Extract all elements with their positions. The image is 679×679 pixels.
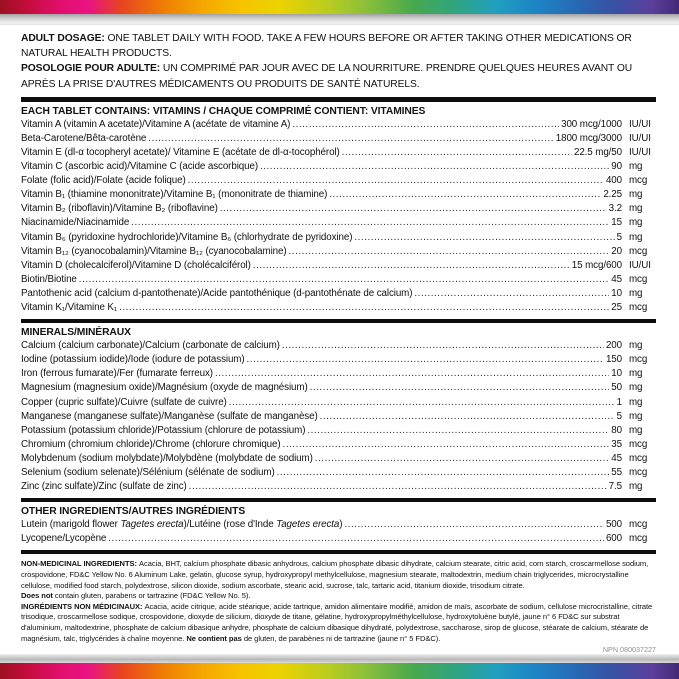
table-row [21, 216, 656, 230]
ingredient-unit: mg [629, 340, 643, 352]
ingredient-name: Vitamin D (cholecalciferol)/Vitamine D (cholécalciférol) [21, 259, 251, 271]
dotted-leader [282, 339, 604, 353]
ingredient-amount: 10 [611, 368, 622, 380]
ingredient-name: Manganese (manganese sulfate)/Manganèse (sulfate de manganèse) [21, 410, 318, 422]
ingredient-amount: 5 [616, 231, 622, 243]
ingredient-name: Copper (cupric sulfate)/Cuivre (sulfate de cuivre) [21, 396, 227, 408]
table-row [21, 353, 656, 367]
ingredient-name: Magnesium (magnesium oxide)/Magnésium (oxyde de magnésium) [21, 382, 308, 394]
table-row [21, 438, 656, 452]
silver-gradient-bar-top [0, 14, 679, 25]
ingredient-amount: 300 mcg/1000 [561, 118, 622, 130]
ingredient-unit: mg [629, 382, 643, 394]
ingredient-name: Zinc (zinc sulfate)/Zinc (sulfate de zinc) [21, 481, 187, 493]
dotted-leader [247, 353, 604, 367]
ingredient-amount: 22.5 mg/50 [573, 147, 622, 158]
dotted-leader [342, 146, 572, 160]
ingredient-name: Chromium (chromium chloride)/Chrome (chlorure chromique) [21, 438, 281, 450]
ingredient-name: Potassium (potassium chloride)/Potassium (chlorure de potassium) [21, 424, 306, 436]
ingredient-name: Iron (ferrous fumarate)/Fer (fumarate ferreux) [21, 368, 213, 380]
table-row [21, 287, 656, 301]
ingredient-amount: 7.5 [608, 481, 622, 493]
table-row [21, 231, 656, 245]
ingredient-name: Selenium (sodium selenate)/Sélénium (sélénate de sodium) [21, 466, 275, 478]
ingredient-name: Calcium (calcium carbonate)/Calcium (carbonate de calcium) [21, 340, 280, 352]
dosage-en-text: ONE TABLET DAILY WITH FOOD. TAKE A FEW HOURS BEFORE OR AFTER TAKING OTHER MEDICATIONS OR NATURAL HEALTH PRODUCTS. [21, 33, 632, 60]
ingredient-unit: IU/UI [629, 132, 651, 144]
ingredient-unit: mcg [629, 438, 648, 450]
non-medicinal-section [21, 559, 656, 644]
rainbow-gradient-bar-bottom [0, 663, 679, 679]
dosage-en-label: ADULT DOSAGE: [21, 33, 105, 44]
ingredient-amount: 1800 mcg/3000 [555, 132, 622, 144]
table-row [21, 410, 656, 424]
table-row [21, 202, 656, 216]
npn-number: NPN 080037227 [602, 645, 656, 655]
table-row [21, 245, 656, 259]
ingredient-unit: mg [629, 231, 643, 243]
ingredient-unit: mcg [629, 452, 648, 464]
ingredient-amount: 400 [605, 175, 622, 187]
dosage-fr-text: UN COMPRIMÉ PAR JOUR AVEC DE LA NOURRITURE. PRENDRE QUELQUES HEURES AVANT OU APRÈS LA PRISE D'AUTRES MÉDICAMENTS OU PRODUITS DE SANTÉ NATURELS. [21, 63, 633, 90]
table-row [21, 480, 656, 494]
ingredient-unit: mg [629, 481, 643, 493]
dotted-leader [344, 518, 604, 532]
ingredient-amount: 2.25 [603, 189, 622, 201]
table-row [21, 452, 656, 466]
ingredient-amount: 15 mcg/600 [571, 259, 622, 271]
ingredients-paragraph: INGRÉDIENTS NON MÉDICINAUX: Acacia, acide citrique, acide stéarique, acide tartrique, amidon alimentaire modifié, amidon de maïs, ascorbate de sodium, cellulose microcristalline, citrate trisodique, croscarmellose sodique, crospovidone, dioxyde de silicium, dioxyde de titane, gélatine, hydroxypropylméthylcellulose, hydroxytoluène butylé, jaune n° 6 FD&C sur substrat d'aluminium, maltodextrine, phosphate de calcium dibasique anhydre, phosphate de calcium dibasique dihydraté, polydextrose, saccharose, sirop de glucose, stéarate de calcium, stéarate de magnésium, talc, triglycérides à chaîne moyenne. Ne contient pas de gluten, de parabènes ni de tartrazine (jaune n° 5 FD&C). [21, 601, 653, 643]
ingredient-amount: 25 [611, 302, 622, 314]
ingredient-unit: mg [629, 287, 643, 299]
ingredient-name: Lutein (marigold flower Tagetes erecta)/Lutéine (rose d'Inde Tagetes erecta) [21, 519, 343, 531]
ingredient-unit: mcg [629, 245, 648, 257]
table-row [21, 518, 656, 532]
ingredient-amount: 10 [611, 287, 622, 299]
ingredient-unit: mcg [629, 533, 648, 545]
table-row [21, 188, 656, 202]
dotted-leader [220, 202, 607, 216]
ingredient-amount: 50 [611, 382, 622, 394]
table-row [21, 160, 656, 174]
ingredient-amount: 5 [616, 410, 622, 422]
ingredient-amount: 55 [611, 466, 622, 478]
ingredient-unit: mg [629, 396, 643, 408]
ingredient-amount: 200 [605, 340, 622, 352]
ingredient-name: Biotin/Biotine [21, 273, 77, 285]
ingredient-unit: mcg [629, 466, 648, 478]
ingredient-name: Beta-Carotene/Bêta-carotène [21, 132, 147, 144]
dotted-leader [310, 381, 610, 395]
vitamins-table [21, 118, 656, 315]
dotted-leader [79, 273, 610, 287]
dotted-leader [283, 438, 610, 452]
ingredient-unit: mcg [629, 273, 648, 285]
ingredient-amount: 3.2 [608, 203, 622, 215]
minerals-heading: MINERALS/MINÉRAUX [21, 327, 131, 339]
dotted-leader [277, 466, 610, 480]
ingredient-unit: IU/UI [629, 259, 651, 271]
ingredient-name: Vitamin K₁/Vitamine K₁ [21, 302, 118, 314]
vitamins-heading: EACH TABLET CONTAINS: VITAMINS / CHAQUE COMPRIMÉ CONTIENT: VITAMINES [21, 105, 426, 117]
ingredient-unit: IU/UI [629, 118, 651, 130]
ingredient-amount: 15 [611, 217, 622, 229]
dotted-leader [108, 532, 604, 546]
table-row [21, 381, 656, 395]
ingredient-unit: mg [629, 161, 643, 173]
ingredient-amount: 1 [616, 396, 622, 408]
ingredient-name: Iodine (potassium iodide)/Iode (iodure de potassium) [21, 354, 245, 366]
ingredient-unit: mg [629, 410, 643, 422]
table-row [21, 367, 656, 381]
other-ingredients-heading: OTHER INGREDIENTS/AUTRES INGRÉDIENTS [21, 506, 246, 518]
dotted-leader [260, 160, 609, 174]
ingredient-name: Vitamin A (vitamin A acetate)/Vitamine A (acétate de vitamine A) [21, 118, 291, 130]
dotted-leader [215, 367, 609, 381]
ingredients-paragraph: NON-MEDICINAL INGREDIENTS: Acacia, BHT, calcium phosphate dibasic anhydrous, calcium phosphate dibasic dihydrate, calcium stearate, citric acid, corn starch, croscarmellose sodium, crospovidone, FD&C Yellow No. 6 Aluminum Lake, gelatin, glucose syrup, hydroxypropyl methylcellulose, magnesium stearate, maltodextrin, medium chain triglycerides, microcrystalline cellulose, modified food starch, polydextrose, silicon dioxide, sodium ascorbate, stearic acid, sucrose, talc, tartaric acid, titanium dioxide, trisodium citrate. [21, 559, 649, 590]
dotted-leader [189, 480, 607, 494]
silver-gradient-bar-bottom [0, 654, 679, 663]
ingredient-name: Vitamin B₁ (thiamine mononitrate)/Vitamine B₁ (mononitrate de thiamine) [21, 189, 328, 201]
dotted-leader [329, 188, 601, 202]
ingredient-unit: mcg [629, 302, 648, 314]
ingredient-unit: mcg [629, 175, 648, 187]
table-row [21, 424, 656, 438]
ingredient-amount: 80 [611, 424, 622, 436]
dotted-leader [307, 424, 609, 438]
dotted-leader [188, 174, 604, 188]
minerals-table [21, 339, 656, 494]
ingredient-amount: 45 [611, 452, 622, 464]
table-row [21, 339, 656, 353]
ingredient-amount: 600 [605, 533, 622, 545]
label-content [0, 25, 679, 654]
divider-rule [21, 498, 656, 502]
table-row [21, 273, 656, 287]
ingredient-name: Niacinamide/Niacinamide [21, 217, 130, 229]
ingredient-name: Vitamin B₂ (riboflavin)/Vitamine B₂ (riboflavine) [21, 203, 218, 215]
dosage-section [21, 31, 656, 92]
table-row [21, 532, 656, 546]
table-row [21, 466, 656, 480]
ingredient-name: Folate (folic acid)/Folate (acide folique) [21, 175, 186, 187]
dotted-leader [253, 259, 570, 273]
ingredient-unit: mg [629, 189, 643, 201]
table-row [21, 174, 656, 188]
dotted-leader [292, 118, 559, 132]
dotted-leader [131, 216, 609, 230]
table-row [21, 259, 656, 273]
dotted-leader [119, 301, 609, 315]
dosage-fr-label: POSOLOGIE POUR ADULTE: [21, 63, 161, 75]
ingredient-unit: IU/UI [629, 147, 651, 158]
other-ingredients-table [21, 518, 656, 546]
ingredient-amount: 35 [611, 438, 622, 450]
ingredient-unit: mcg [629, 519, 648, 531]
divider-rule [21, 550, 656, 554]
ingredient-name: Vitamin B₆ (pyridoxine hydrochloride)/Vitamine B₆ (chlorhydrate de pyridoxine) [21, 231, 353, 243]
divider-rule [21, 97, 656, 102]
ingredient-amount: 20 [611, 245, 622, 257]
table-row [21, 118, 656, 132]
dotted-leader [229, 396, 615, 410]
ingredient-amount: 45 [611, 273, 622, 285]
ingredient-unit: mg [629, 368, 643, 380]
table-row [21, 396, 656, 410]
dotted-leader [315, 452, 610, 466]
dotted-leader [148, 132, 553, 146]
ingredient-name: Vitamin E (dl-α tocopheryl acetate)/ Vitamine E (acétate de dl-α-tocophérol) [21, 147, 340, 158]
dotted-leader [354, 231, 614, 245]
ingredient-name: Lycopene/Lycopène [21, 533, 107, 545]
dotted-leader [414, 287, 609, 301]
ingredient-unit: mg [629, 203, 643, 215]
ingredient-name: Pantothenic acid (calcium d-pantothenate)/Acide pantothénique (d-pantothénate de calcium) [21, 287, 413, 299]
dotted-leader [320, 410, 615, 424]
ingredient-amount: 150 [605, 354, 622, 366]
table-row [21, 301, 656, 315]
ingredients-paragraph: Does not contain gluten, parabens or tartrazine (FD&C Yellow No. 5). [21, 591, 251, 601]
ingredient-unit: mcg [629, 354, 648, 366]
dotted-leader [289, 245, 610, 259]
ingredient-unit: mg [629, 424, 643, 436]
table-row [21, 146, 656, 160]
rainbow-gradient-bar-top [0, 0, 679, 14]
ingredient-amount: 500 [605, 519, 622, 531]
ingredient-name: Molybdenum (sodium molybdate)/Molybdène (molybdate de sodium) [21, 452, 313, 464]
ingredient-name: Vitamin B₁₂ (cyanocobalamin)/Vitamine B₁₂ (cyanocobalamine) [21, 245, 287, 257]
ingredient-amount: 90 [611, 161, 622, 173]
dosage-en [21, 31, 656, 61]
divider-rule [21, 319, 656, 323]
ingredient-name: Vitamin C (ascorbic acid)/Vitamine C (acide ascorbique) [21, 161, 258, 173]
dosage-fr [21, 61, 656, 91]
ingredient-unit: mg [629, 217, 643, 229]
table-row [21, 132, 656, 146]
